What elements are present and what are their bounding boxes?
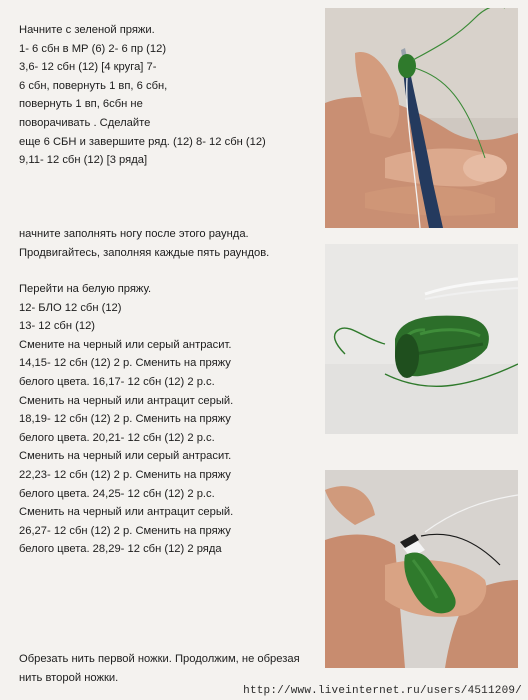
photo-hook-start [325, 8, 518, 228]
instruction-line: поворачивать . Сделайте [19, 116, 151, 129]
instruction-line: белого цвета. 28,29- 12 сбн (12) 2 ряда [19, 543, 222, 556]
instruction-line: Перейти на белую пряжу. [19, 283, 152, 295]
photo-leg-finished-image [325, 470, 518, 668]
watermark-url: http://www.liveinternet.ru/users/4511209/ [243, 685, 522, 697]
instruction-line: 9,11- 12 сбн (12) [3 ряда] [19, 154, 148, 167]
instruction-line: повернуть 1 вп, 6сбн не [19, 98, 143, 111]
instruction-line: 3,6- 12 сбн (12) [4 круга] 7- [19, 61, 157, 74]
instructions-block-3 [19, 280, 319, 559]
instruction-line: белого цвета. 16,17- 12 сбн (12) 2 р.с. [19, 375, 215, 388]
instruction-line: 26,27- 12 сбн (12) 2 р. Сменить на пряжу [19, 524, 231, 537]
instruction-line: Обрезать нить первой ножки. Продолжим, не обрезая [19, 653, 300, 665]
instruction-line: 14,15- 12 сбн (12) 2 р. Сменить на пряжу [19, 357, 231, 370]
instruction-line: 6 сбн, повернуть 1 вп, 6 сбн, [19, 79, 168, 92]
instruction-line: начните заполнять ногу после этого раунда. [19, 228, 249, 240]
photo-leg-finished [325, 470, 518, 668]
photo-green-piece [325, 244, 518, 434]
instruction-line: Смените на черный или серый антрасит. [19, 338, 232, 351]
photo-hook-start-image [325, 8, 518, 228]
instruction-line: 13- 12 сбн (12) [19, 320, 96, 333]
instruction-line: Сменить на черный или антрацит серый. [19, 394, 234, 407]
instructions-block-1 [19, 21, 319, 170]
instruction-line: нить второй ножки. [19, 671, 119, 684]
instruction-line: белого цвета. 24,25- 12 сбн (12) 2 р.с. [19, 487, 215, 500]
instruction-line: 1- 6 сбн в МР (6) 2- 6 пр (12) [19, 42, 167, 55]
instruction-line: Сменить на черный или серый антрасит. [19, 450, 232, 463]
instruction-line: еще 6 СБН и завершите ряд. (12) 8- 12 сбн (12) [19, 135, 266, 148]
instruction-line: 12- БЛО 12 сбн (12) [19, 301, 122, 314]
instructions-block-2 [19, 225, 319, 262]
instruction-line: Начните с зеленой пряжи. [19, 24, 155, 36]
instruction-line: Продвигайтесь, заполняя каждые пять раундов. [19, 246, 270, 259]
instruction-line: 22,23- 12 сбн (12) 2 р. Сменить на пряжу [19, 468, 231, 481]
instructions-block-4 [19, 650, 319, 687]
instruction-line: белого цвета. 20,21- 12 сбн (12) 2 р.с. [19, 431, 215, 444]
photo-green-piece-image [325, 244, 518, 434]
instruction-line: 18,19- 12 сбн (12) 2 р. Сменить на пряжу [19, 413, 231, 426]
instruction-line: Сменить на черный или антрацит серый. [19, 506, 234, 519]
